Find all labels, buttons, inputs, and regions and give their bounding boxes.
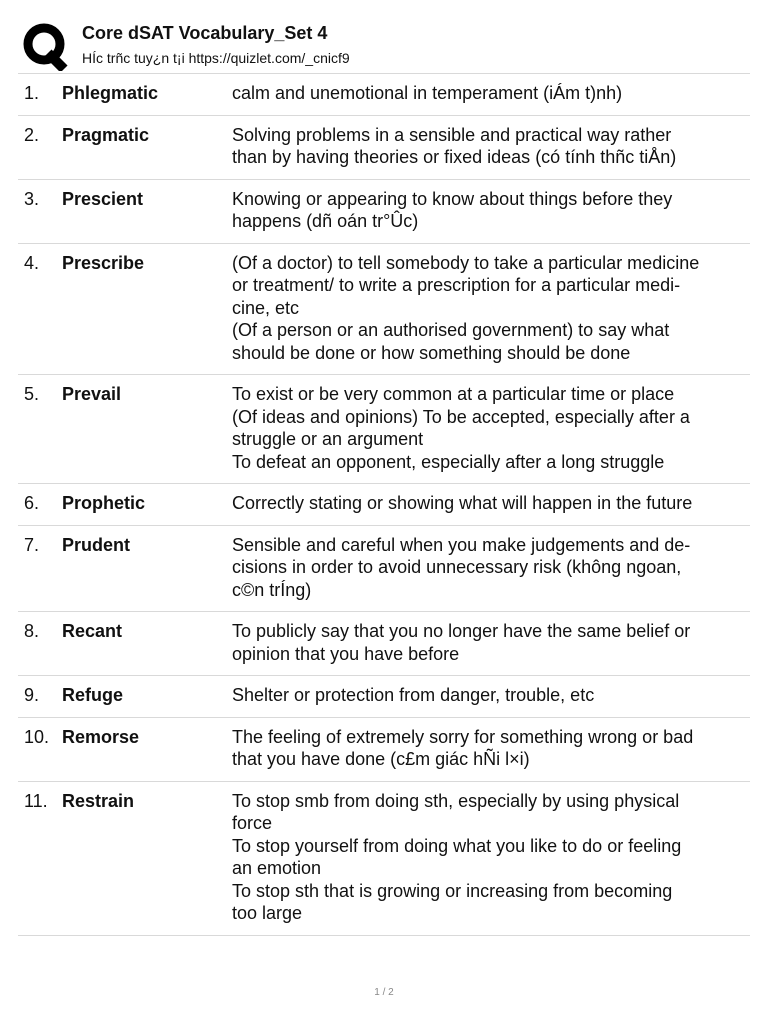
vocabulary-definition <box>232 252 750 365</box>
vocabulary-term: Prescient <box>62 188 144 209</box>
definition-line: an emotion <box>232 858 322 878</box>
vocabulary-term: Pragmatic <box>62 124 150 145</box>
definition-line: To stop smb from doing sth, especially by using physical <box>232 790 680 811</box>
definition-line: calm and unemotional in temperament (iÁm t)nh) <box>232 83 623 103</box>
vocabulary-term: Restrain <box>62 790 135 811</box>
definition-line: (Of ideas and opinions) To be accepted, especially after a <box>232 406 690 427</box>
definition-line: struggle or an argument <box>232 429 424 449</box>
definition-line: or treatment/ to write a prescription for a particular medi- <box>232 275 681 295</box>
vocabulary-term: Phlegmatic <box>62 83 159 103</box>
definition-line: cine, etc <box>232 297 300 318</box>
vocabulary-definition <box>232 188 750 233</box>
vocabulary-definition <box>232 684 750 707</box>
entry-number: 3. <box>24 188 40 209</box>
definition-line: Shelter or protection from danger, trouble, etc <box>232 685 595 705</box>
vocabulary-definition <box>232 82 750 105</box>
definition-line: happens (dñ oán tr°Ûc) <box>232 211 419 231</box>
definition-line: opinion that you have before <box>232 643 460 664</box>
entry-number: 2. <box>24 124 40 145</box>
vocabulary-term: Prevail <box>62 384 122 404</box>
vocabulary-term: Refuge <box>62 685 124 705</box>
entry-number: 5. <box>24 384 40 404</box>
definition-line: cisions in order to avoid unnecessary risk (không ngoan, <box>232 557 682 577</box>
definition-line: To publicly say that you no longer have the same belief or <box>232 621 691 641</box>
definition-line: should be done or how something should be done <box>232 342 631 363</box>
vocabulary-row <box>18 116 750 180</box>
vocabulary-row <box>18 676 750 718</box>
vocabulary-term: Remorse <box>62 726 140 747</box>
definition-line: To stop sth that is growing or increasing from becoming <box>232 880 673 901</box>
entry-number: 7. <box>24 534 40 555</box>
vocabulary-definition <box>232 726 750 771</box>
page-indicator: 1 / 2 <box>374 987 394 998</box>
definition-line: that you have done (c£m giác hÑi l×i) <box>232 749 530 769</box>
definition-line: Knowing or appearing to know about things before they <box>232 188 673 209</box>
vocabulary-definition <box>232 620 750 665</box>
vocabulary-row <box>18 375 750 484</box>
definition-line: c©n trÍng) <box>232 579 312 600</box>
vocabulary-term: Prudent <box>62 534 131 555</box>
vocabulary-row <box>18 74 750 116</box>
entry-number: 4. <box>24 252 40 273</box>
entry-number: 11. <box>24 790 48 811</box>
vocabulary-definition <box>232 790 750 925</box>
document-title: Core dSAT Vocabulary_Set 4 <box>82 23 328 43</box>
entry-number: 9. <box>24 685 40 705</box>
document-header <box>18 18 758 72</box>
definition-line: Sensible and careful when you make judgements and de- <box>232 534 691 555</box>
entry-number: 8. <box>24 621 40 641</box>
entry-number: 10. <box>24 726 50 747</box>
vocabulary-row <box>18 526 750 613</box>
vocabulary-definition <box>232 383 750 473</box>
definition-line: To stop yourself from doing what you like to do or feeling <box>232 835 682 856</box>
quizlet-logo-icon <box>20 21 70 71</box>
vocabulary-term: Prophetic <box>62 493 146 513</box>
vocabulary-row <box>18 180 750 244</box>
definition-line: (Of a person or an authorised government) to say what <box>232 320 670 340</box>
definition-line: To defeat an opponent, especially after a long struggle <box>232 451 665 472</box>
definition-line: (Of a doctor) to tell somebody to take a particular medicine <box>232 252 700 273</box>
vocabulary-row <box>18 782 750 936</box>
vocabulary-definition <box>232 534 750 602</box>
vocabulary-row <box>18 244 750 376</box>
vocabulary-term: Prescribe <box>62 252 145 273</box>
definition-line: too large <box>232 903 303 923</box>
entry-number: 1. <box>24 83 40 103</box>
definition-line: Correctly stating or showing what will happen in the future <box>232 493 693 513</box>
entry-number: 6. <box>24 493 40 513</box>
vocabulary-definition <box>232 124 750 169</box>
definition-line: To exist or be very common at a particular time or place <box>232 384 675 404</box>
vocabulary-row <box>18 484 750 526</box>
definition-line: force <box>232 813 273 833</box>
definition-line: than by having theories or fixed ideas (có tính thñc tiÅn) <box>232 147 677 167</box>
document-subtitle: HÍc trñc tuy¿n t¡i https://quizlet.com/_cnicf9 <box>82 50 350 66</box>
definition-line: The feeling of extremely sorry for something wrong or bad <box>232 726 694 747</box>
vocabulary-term: Recant <box>62 621 123 641</box>
definition-line: Solving problems in a sensible and practical way rather <box>232 124 672 145</box>
vocabulary-definition <box>232 492 750 515</box>
vocabulary-row <box>18 612 750 676</box>
vocabulary-row <box>18 718 750 782</box>
vocabulary-table <box>18 73 750 936</box>
